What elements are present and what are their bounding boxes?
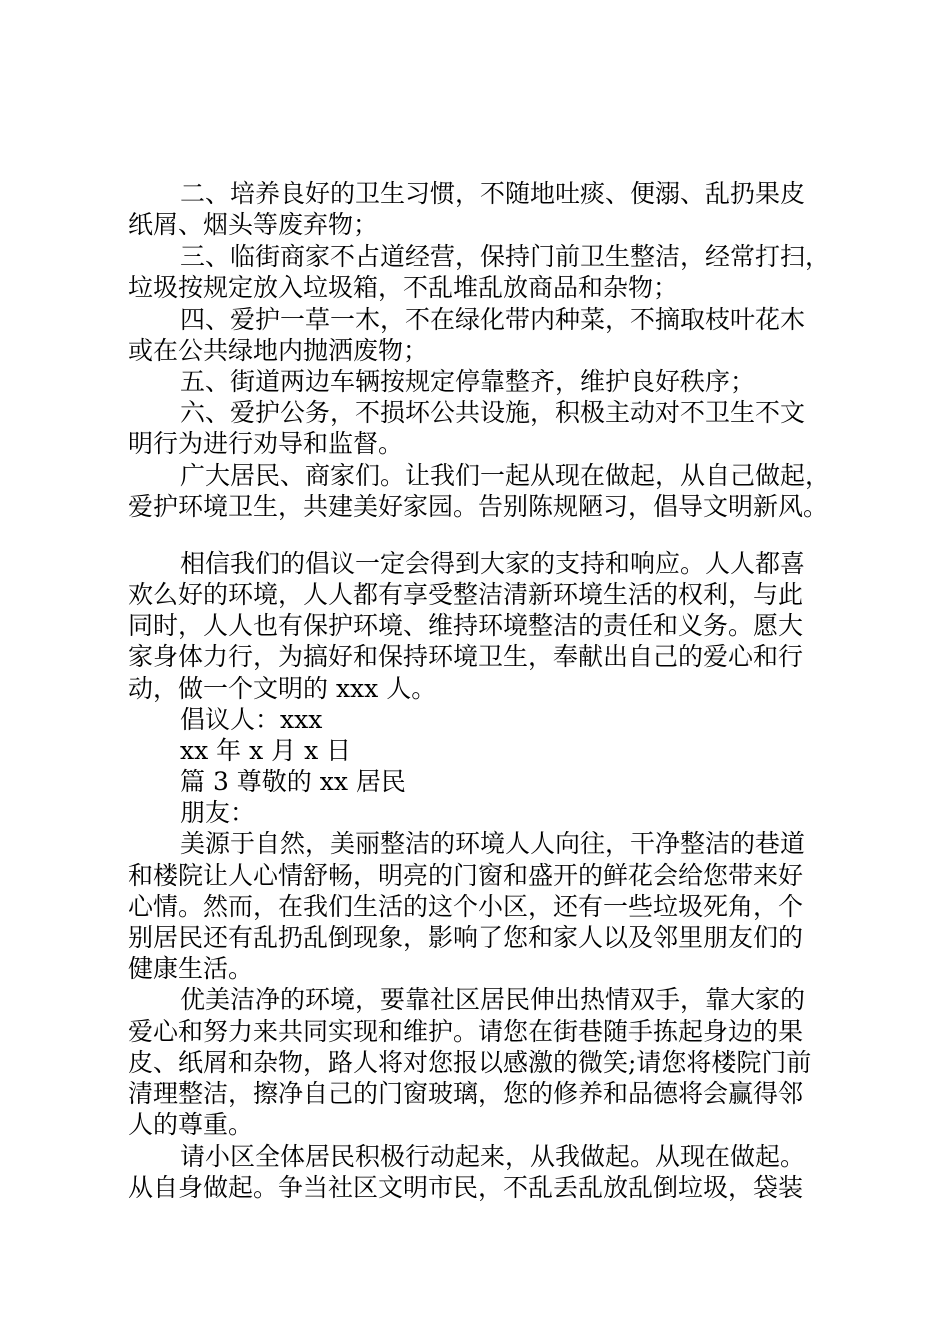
text-line: 和楼院让人心情舒畅，明亮的门窗和盛开的鲜花会给您带来好 [128, 861, 804, 890]
text-line: 五、街道两边车辆按规定停靠整齐，维护良好秩序； [180, 367, 756, 396]
text-line: 人的尊重。 [128, 1110, 254, 1139]
section-heading: 篇 3 尊敬的 xx 居民 [180, 767, 406, 796]
date-line: xx 年 x 月 x 日 [180, 736, 352, 765]
text-line: 同时，人人也有保护环境、维持环境整洁的责任和义务。愿大 [128, 611, 804, 640]
text-line: 爱心和努力来共同实现和维护。请您在街巷随手拣起身边的果 [128, 1017, 804, 1046]
signatory-line: 倡议人：xxx [180, 705, 323, 734]
text-line: 从自身做起。争当社区文明市民，不乱丢乱放乱倒垃圾，袋装 [128, 1173, 804, 1202]
text-line: 心情。然而，在我们生活的这个小区，还有一些垃圾死角，个 [128, 892, 804, 921]
salutation: 朋友： [180, 798, 256, 827]
text-line: 别居民还有乱扔乱倒现象，影响了您和家人以及邻里朋友们的 [128, 923, 804, 952]
text-line: 皮、纸屑和杂物，路人将对您报以感激的微笑;请您将楼院门前 [128, 1048, 812, 1077]
text-line: 美源于自然，美丽整洁的环境人人向往，干净整洁的巷道 [180, 829, 806, 858]
text-line: 垃圾按规定放入垃圾箱，不乱堆乱放商品和杂物； [128, 273, 679, 302]
text-line: 清理整洁，擦净自己的门窗玻璃，您的修养和品德将会赢得邻 [128, 1079, 804, 1108]
text-line: 或在公共绿地内抛洒废物； [128, 336, 429, 365]
text-line: 三、临街商家不占道经营，保持门前卫生整洁，经常打扫， [180, 242, 831, 271]
text-line: 六、爱护公务，不损坏公共设施，积极主动对不卫生不文 [180, 398, 806, 427]
text-line: 相信我们的倡议一定会得到大家的支持和响应。人人都喜 [180, 549, 806, 578]
text-line: 健康生活。 [128, 954, 254, 983]
text-line: 优美洁净的环境，要靠社区居民伸出热情双手，靠大家的 [180, 985, 806, 1014]
text-line: 四、爱护一草一木，不在绿化带内种菜，不摘取枝叶花木 [180, 305, 806, 334]
text-line: 纸屑、烟头等废弃物； [128, 210, 379, 239]
text-line: 二、培养良好的卫生习惯，不随地吐痰、便溺、乱扔果皮 [180, 179, 806, 208]
text-line: 明行为进行劝导和监督。 [128, 429, 404, 458]
text-line: 家身体力行，为搞好和保持环境卫生，奉献出自己的爱心和行 [128, 642, 804, 671]
text-line: 欢么好的环境，人人都有享受整洁清新环境生活的权利，与此 [128, 580, 804, 609]
text-line: 爱护环境卫生，共建美好家园。告别陈规陋习，倡导文明新风。 [128, 492, 829, 521]
text-line: 广大居民、商家们。让我们一起从现在做起，从自己做起， [180, 461, 831, 490]
text-line: 请小区全体居民积极行动起来，从我做起。从现在做起。 [180, 1142, 806, 1171]
text-line: 动，做一个文明的 xxx 人。 [128, 674, 437, 703]
